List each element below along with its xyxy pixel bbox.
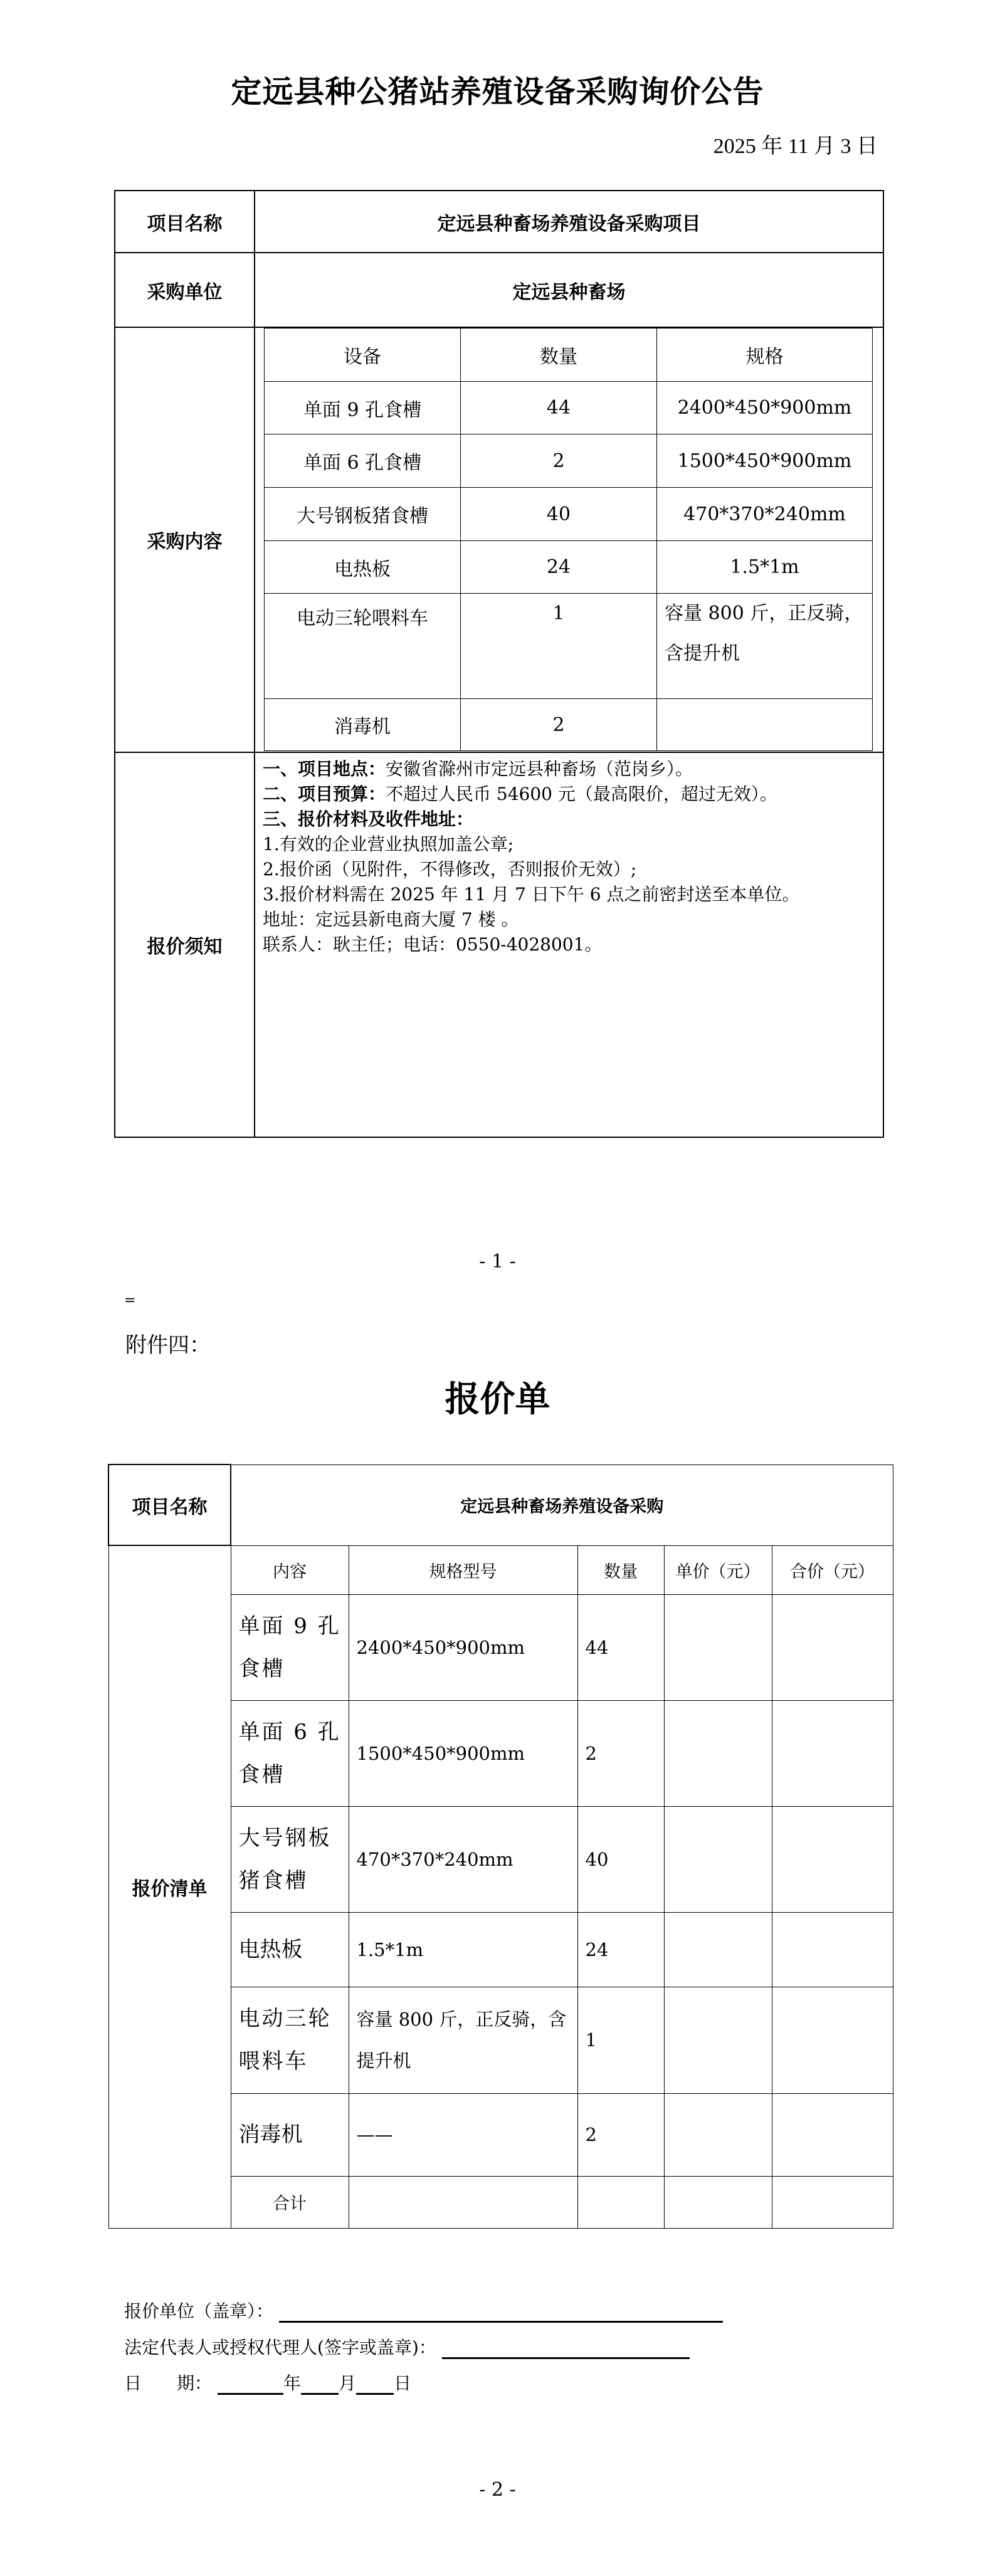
quote-qty: 40 xyxy=(577,1806,664,1912)
equipment-qty: 24 xyxy=(461,541,657,594)
equipment-name: 单面 6 孔食槽 xyxy=(265,434,461,488)
materials-heading: 三、报价材料及收件地址： xyxy=(263,809,474,829)
quote-unit-price-field[interactable] xyxy=(664,1700,772,1806)
quote-spec: 1.5*1m xyxy=(349,1912,577,1987)
contact-line: 联系人：耿主任；电话：0550-4028001。 xyxy=(263,934,603,955)
notice-content xyxy=(255,752,883,1137)
header-spec: 规格型号 xyxy=(349,1545,577,1594)
quote-unit-price-field[interactable] xyxy=(664,2093,772,2176)
header-equipment: 设备 xyxy=(265,329,461,382)
equipment-qty: 1 xyxy=(461,594,657,699)
signature-rep xyxy=(124,2334,690,2359)
quote-qty: 2 xyxy=(577,2093,664,2176)
quote-qty: 1 xyxy=(577,1987,664,2093)
equipment-table xyxy=(264,328,873,751)
header-unit-price: 单价（元） xyxy=(664,1545,772,1594)
equipment-name: 单面 9 孔食槽 xyxy=(265,382,461,434)
date-day-unit: 日 xyxy=(393,2373,411,2394)
equipment-name: 大号钢板猪食槽 xyxy=(265,488,461,541)
equipment-name: 消毒机 xyxy=(265,699,461,751)
header-content: 内容 xyxy=(231,1545,349,1594)
date-month-field[interactable] xyxy=(301,2377,339,2395)
equipment-row xyxy=(265,488,873,541)
header-qty: 数量 xyxy=(577,1545,664,1594)
quote-unit-price-field[interactable] xyxy=(664,1912,772,1987)
row-content xyxy=(115,327,883,752)
quote-header-row xyxy=(108,1545,893,1594)
quote-total-cell xyxy=(349,2176,577,2228)
quote-unit-price-field[interactable] xyxy=(664,1987,772,2093)
date-day-field[interactable] xyxy=(356,2377,394,2395)
equipment-spec: 1500*450*900mm xyxy=(657,434,873,488)
quote-name: 消毒机 xyxy=(231,2093,349,2176)
quote-spec: 容量 800 斤，正反骑，含提升机 xyxy=(349,1987,577,2093)
quote-total-cell xyxy=(577,2176,664,2228)
content-cell xyxy=(255,327,883,752)
equipment-spec: 容量 800 斤，正反骑，含提升机 xyxy=(657,594,873,699)
notice-item-budget xyxy=(263,782,880,807)
notice-label: 报价须知 xyxy=(115,752,255,1137)
quote-total-price-field[interactable] xyxy=(772,2093,893,2176)
signature-unit-field[interactable] xyxy=(279,2305,723,2323)
equipment-spec: 470*370*240mm xyxy=(657,488,873,541)
page-number-1: - 1 - xyxy=(479,1251,516,1273)
materials-line-2: 2.报价函（见附件，不得修改，否则报价无效）; xyxy=(263,859,637,880)
row-project-name xyxy=(115,191,883,253)
notice-item-location xyxy=(263,757,880,782)
notice-title: 定远县种公猪站养殖设备采购询价公告 xyxy=(231,74,764,110)
quote-qty: 2 xyxy=(577,1700,664,1806)
equipment-row xyxy=(265,434,873,488)
location-text: 安徽省滁州市定远县种畜场（范岗乡）。 xyxy=(386,759,693,779)
signature-date xyxy=(124,2370,411,2395)
equipment-row xyxy=(265,541,873,594)
equipment-header-row xyxy=(265,329,873,382)
quote-name: 电动三轮喂料车 xyxy=(231,1987,349,2093)
equipment-spec xyxy=(657,699,873,751)
equipment-qty: 2 xyxy=(461,434,657,488)
attachment-label: 附件四： xyxy=(125,1333,211,1358)
stray-mark: = xyxy=(124,1293,136,1308)
buyer-label: 采购单位 xyxy=(115,253,255,327)
procurement-info-table xyxy=(114,190,884,1138)
quote-total-price-field[interactable] xyxy=(772,1912,893,1987)
materials-line-1: 1.有效的企业营业执照加盖公章; xyxy=(263,834,514,854)
equipment-name: 电动三轮喂料车 xyxy=(265,594,461,699)
equipment-qty: 2 xyxy=(461,699,657,751)
equipment-qty: 40 xyxy=(461,488,657,541)
header-quantity: 数量 xyxy=(461,329,657,382)
date-year-unit: 年 xyxy=(283,2373,301,2394)
notice-date: 2025 年 11 月 3 日 xyxy=(713,135,878,158)
budget-text: 不超过人民币 54600 元（最高限价，超过无效）。 xyxy=(386,784,777,804)
signature-rep-field[interactable] xyxy=(442,2341,690,2359)
quote-spec: —— xyxy=(349,2093,577,2176)
quote-total-label: 合计 xyxy=(231,2176,349,2228)
budget-heading: 二、项目预算： xyxy=(263,784,386,804)
buyer-value: 定远县种畜场 xyxy=(255,253,883,327)
equipment-row xyxy=(265,699,873,751)
quote-total-price-field[interactable] xyxy=(772,1987,893,2093)
quote-row-project xyxy=(108,1464,893,1545)
equipment-name: 电热板 xyxy=(265,541,461,594)
quote-total-price-field[interactable] xyxy=(772,1806,893,1912)
signature-unit xyxy=(124,2298,723,2323)
quote-list-label: 报价清单 xyxy=(108,1545,231,2228)
equipment-spec: 2400*450*900mm xyxy=(657,382,873,434)
quote-name: 电热板 xyxy=(231,1912,349,1987)
signature-rep-label: 法定代表人或授权代理人(签字或盖章)： xyxy=(124,2337,436,2358)
quote-spec: 470*370*240mm xyxy=(349,1806,577,1912)
quote-qty: 44 xyxy=(577,1594,664,1700)
quote-unit-price-field[interactable] xyxy=(664,1594,772,1700)
quote-grand-total-field[interactable] xyxy=(772,2176,893,2228)
row-buyer xyxy=(115,253,883,327)
signature-date-label: 日 期： xyxy=(124,2373,213,2394)
date-month-unit: 月 xyxy=(338,2373,356,2394)
date-year-field[interactable] xyxy=(218,2377,283,2395)
content-label: 采购内容 xyxy=(115,327,255,752)
quote-title: 报价单 xyxy=(445,1379,550,1420)
equipment-qty: 44 xyxy=(461,382,657,434)
row-notice xyxy=(115,752,883,1137)
header-total-price: 合价（元） xyxy=(772,1545,893,1594)
page-number-2: - 2 - xyxy=(479,2479,516,2501)
quote-name: 单面 6 孔食槽 xyxy=(231,1700,349,1806)
quote-spec: 2400*450*900mm xyxy=(349,1594,577,1700)
project-name-label: 项目名称 xyxy=(115,191,255,253)
quote-total-cell xyxy=(664,2176,772,2228)
quote-name: 大号钢板猪食槽 xyxy=(231,1806,349,1912)
location-heading: 一、项目地点： xyxy=(263,759,386,779)
signature-unit-label: 报价单位（盖章）： xyxy=(124,2301,274,2321)
quote-qty: 24 xyxy=(577,1912,664,1987)
equipment-row xyxy=(265,382,873,434)
header-spec: 规格 xyxy=(657,329,873,382)
quote-project-value: 定远县种畜场养殖设备采购 xyxy=(231,1464,893,1545)
equipment-spec: 1.5*1m xyxy=(657,541,873,594)
address-line: 地址：定远县新电商大厦 7 楼 。 xyxy=(263,909,519,930)
quote-spec: 1500*450*900mm xyxy=(349,1700,577,1806)
quote-total-price-field[interactable] xyxy=(772,1700,893,1806)
project-name-value: 定远县种畜场养殖设备采购项目 xyxy=(255,191,883,253)
quote-total-price-field[interactable] xyxy=(772,1594,893,1700)
quote-project-label: 项目名称 xyxy=(108,1464,231,1545)
materials-line-3: 3.报价材料需在 2025 年 11 月 7 日下午 6 点之前密封送至本单位。 xyxy=(263,884,800,905)
quote-unit-price-field[interactable] xyxy=(664,1806,772,1912)
quote-table xyxy=(108,1464,893,2229)
equipment-row xyxy=(265,594,873,699)
quote-name: 单面 9 孔食槽 xyxy=(231,1594,349,1700)
